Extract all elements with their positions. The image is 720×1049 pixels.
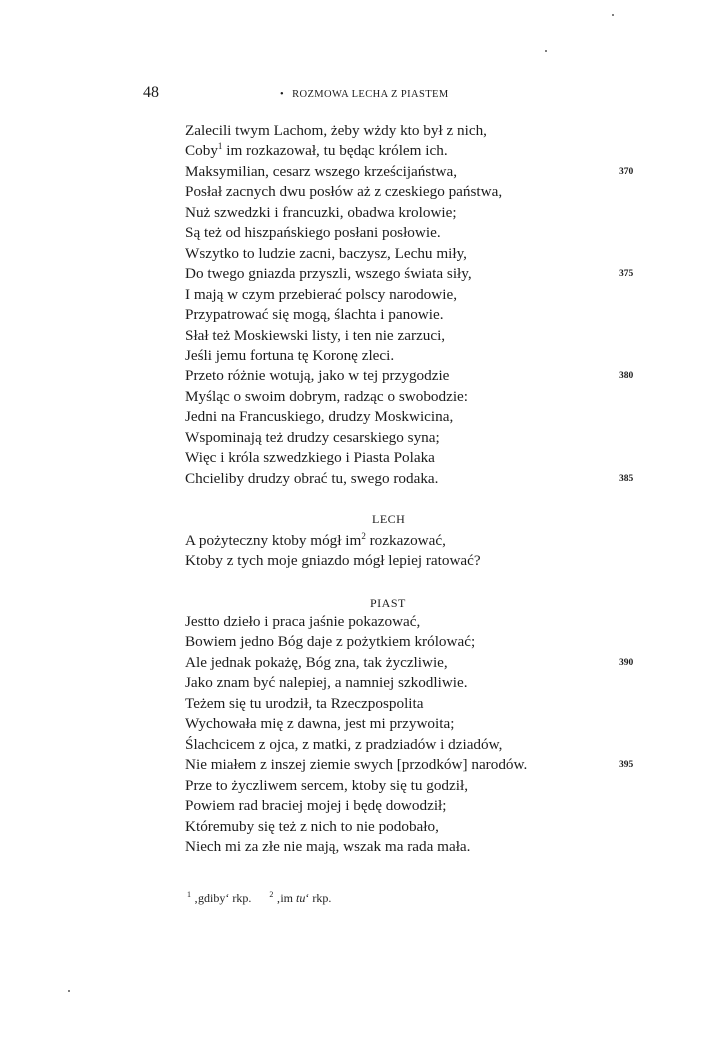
paper-speck	[612, 14, 614, 16]
footnote-ref: 1	[217, 141, 223, 152]
verse-line: Jeśli jemu fortuna tę Koronę zleci.	[185, 346, 395, 364]
verse-line: Jako znam być nalepiej, a namniej szkodliwie.	[185, 674, 468, 692]
verse-line: Więc i króla szwedzkiego i Piasta Polaka	[185, 449, 435, 467]
paper-speck	[545, 50, 547, 52]
line-number: 385	[619, 473, 634, 484]
footnote-2: $^2$ ‚im tu‘ rkp.	[269, 890, 332, 905]
footnote-ref: 2	[361, 530, 366, 541]
verse-line: Ktoby z tych moje gniazdo mógł lepiej ratować?	[185, 552, 481, 570]
verse-line: Nie miałem z inszej ziemie swych [przodków] narodów.	[185, 756, 528, 774]
line-number: 390	[619, 657, 634, 668]
verse-line: Przypatrować się mogą, ślachta i panowie.	[185, 306, 444, 324]
verse-line: Coby$^1$ im rozkazował, tu będąc królem ich.	[185, 141, 448, 160]
bullet-mark: •	[280, 89, 285, 100]
line-number: 375	[619, 269, 634, 280]
verse-line: Do twego gniazda przyszli, wszego świata siły,	[185, 265, 472, 283]
verse-line: Niech mi za złe nie mają, wszak ma rada mała.	[185, 837, 471, 855]
verse-line: Bowiem jedno Bóg daje z pożytkiem królować;	[185, 633, 476, 651]
speaker-lech: LECH	[372, 512, 406, 526]
verse-line: Są też od hiszpańskiego posłani posłowie.	[185, 224, 441, 242]
line-number: 395	[619, 760, 634, 771]
footnote-1: $^1$ ‚gdiby‘ rkp.	[187, 890, 252, 905]
verse-line: Powiem rad braciej mojej i będę dowodził;	[185, 797, 447, 815]
line-number: 380	[619, 371, 634, 382]
running-title: ROZMOWA LECHA Z PIASTEM	[292, 89, 449, 100]
verse-line: Chcieliby drudzy obrać tu, swego rodaka.	[185, 469, 439, 487]
verse-line: I mają w czym przebierać polscy narodowie,	[185, 285, 457, 303]
verse-line: Jedni na Francuskiego, drudzy Moskwicina,	[185, 408, 454, 426]
page-number: 48	[143, 84, 159, 101]
verse-line: Wszytko to ludzie zacni, baczysz, Lechu miły,	[185, 244, 467, 262]
verse-line: Posłał zacnych dwu posłów aż z czeskiego państwa,	[185, 183, 503, 201]
verse-line: Jestto dzieło i praca jaśnie pokazować,	[185, 613, 421, 630]
verse-line: Przeto różnie wotują, jako w tej przygodzie	[185, 367, 450, 385]
paper-speck	[68, 990, 70, 992]
verse-line: Wspominają też drudzy cesarskiego syna;	[185, 428, 440, 446]
speaker-piast: PIAST	[370, 596, 406, 610]
verse-line: Prze to życzliwem sercem, ktoby się tu godził,	[185, 776, 468, 794]
running-head	[280, 89, 449, 100]
verse-line: Słał też Moskiewski listy, i ten nie zarzuci,	[185, 326, 446, 344]
line-number: 370	[619, 166, 634, 177]
verse-line: Ślachcicem z ojca, z matki, z pradziadów i dziadów,	[185, 735, 503, 753]
verse-line: Któremuby się też z nich to nie podobało,	[185, 817, 439, 835]
verse-line: Teżem się tu urodził, ta Rzeczpospolita	[185, 694, 424, 712]
verse-line: Wychowała mię z dawna, jest mi przywoita;	[185, 715, 455, 733]
verse-line: Ale jednak pokażę, Bóg zna, tak życzliwie,	[185, 653, 448, 671]
verse-line: Zalecili twym Lachom, żeby wżdy kto był z nich,	[185, 122, 487, 139]
verse-line: Myśląc o swoim dobrym, radząc o swobodzie:	[185, 387, 469, 405]
verse-line: A pożyteczny ktoby mógł im$^2$ rozkazować,	[185, 530, 446, 549]
verse-line: Maksymilian, cesarz wszego krześcijaństwa,	[185, 162, 458, 180]
verse-line: Nuż szwedzki i francuzki, obadwa krolowie;	[185, 203, 457, 221]
footnotes	[187, 890, 331, 906]
